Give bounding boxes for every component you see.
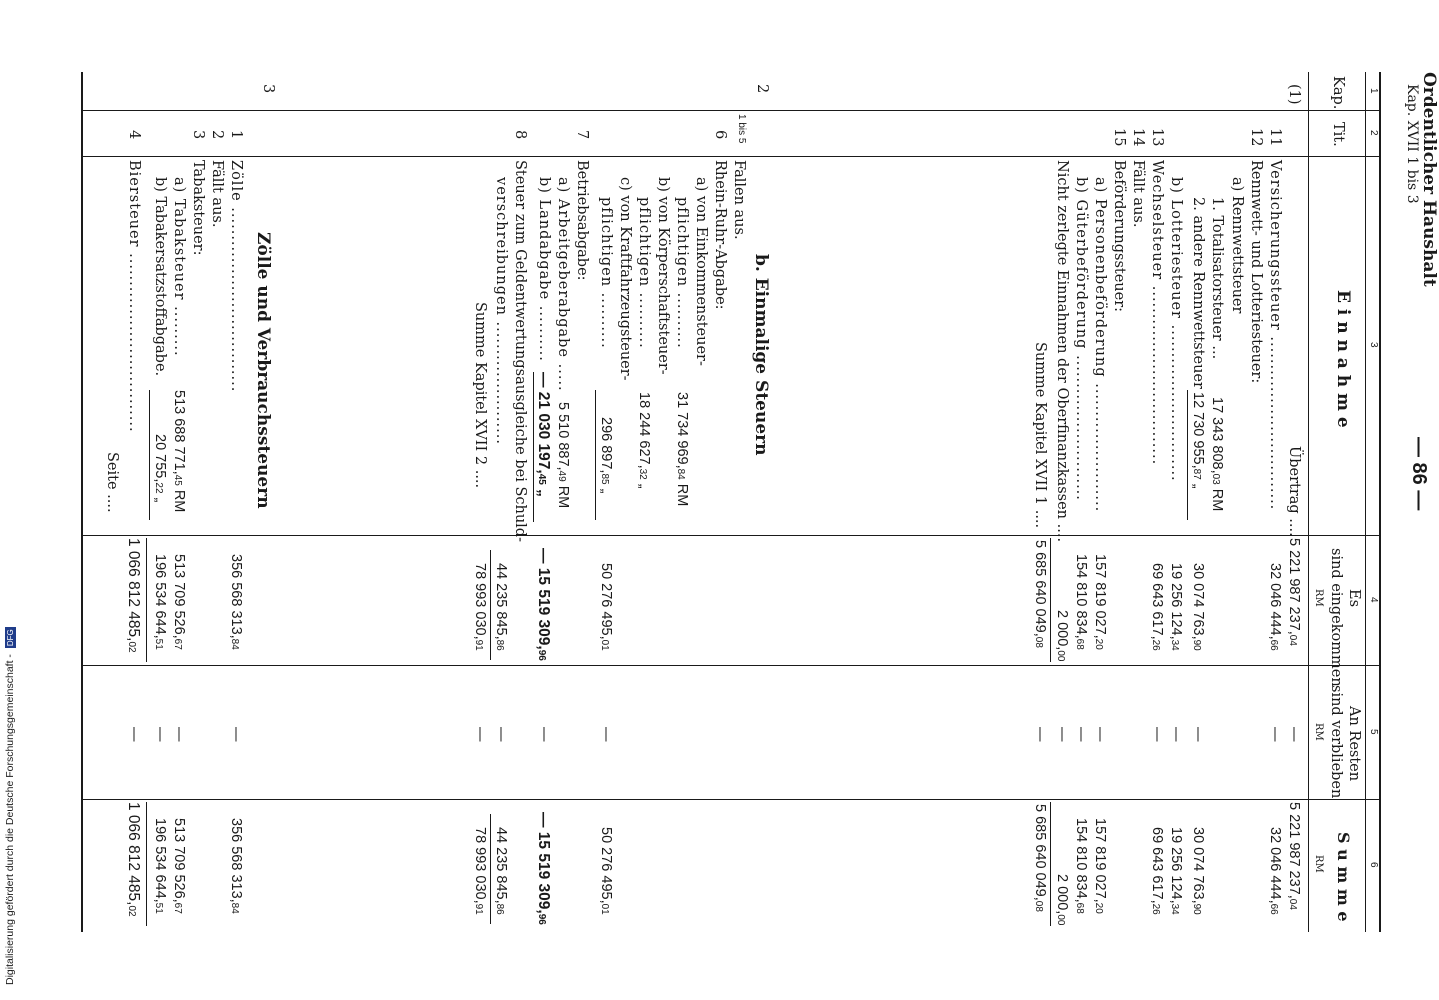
- t7-eing: — 15 519 309,96: [535, 548, 552, 661]
- t3-3-rest: —: [171, 727, 187, 742]
- kap-3: 3: [260, 84, 276, 94]
- col-header-rest-2: sind verblieben: [1328, 685, 1344, 799]
- sum2-label: Summe Kapitel XVII 2 ....: [472, 302, 488, 489]
- t8-sum: 44 235 845,86: [493, 827, 509, 915]
- r12b-sum: 19 256 124,34: [1168, 827, 1184, 915]
- tit-1bis5: 1 bis 5: [736, 114, 747, 144]
- rnz-label: Nicht zerlegte Einnahmen der Oberfinanzkassen ....: [1054, 160, 1070, 543]
- r13-label: Wechselsteuer ................................: [1149, 160, 1165, 466]
- uebertrag-label: Übertrag ....: [1286, 446, 1302, 537]
- tit-3-3: 3: [190, 130, 206, 140]
- t6c-amount: 296 897,85 „: [598, 417, 614, 494]
- r11-eing: 32 046 444,66: [1267, 563, 1283, 651]
- t3-3a-amount: 513 688 771,45 RM: [171, 390, 187, 513]
- t3-3-eing: 513 709 526,67: [171, 554, 187, 650]
- t7-label: Betriebsabgabe:: [574, 160, 590, 281]
- column-number-rule: [1365, 72, 1366, 932]
- t15-label: Fallen aus.: [731, 160, 747, 240]
- col-header-eing-1: Es: [1346, 589, 1362, 608]
- r12a-label: a) Rennwettsteuer: [1229, 177, 1245, 314]
- t3-3-label: Tabaksteuer:: [190, 160, 206, 256]
- col-header-kap: Kap.: [1330, 76, 1346, 110]
- r12a2-amount: 12 730 955,87 „: [1190, 392, 1206, 489]
- sum2-eing: 78 993 030,91: [472, 563, 488, 651]
- tit-3-4: 4: [126, 130, 142, 140]
- t3-1-sum: 356 568 313,84: [228, 818, 244, 914]
- seite-eing: 1 066 812 485,02: [125, 538, 142, 653]
- r13-eing: 69 643 617,26: [1149, 563, 1165, 651]
- tit-7: 7: [574, 130, 590, 140]
- seite-rule-eing: [146, 538, 147, 662]
- sum1-rule-sum: [1050, 802, 1051, 926]
- sum2-rest: —: [472, 727, 488, 742]
- unit-summe: RM: [1313, 855, 1324, 873]
- rnz-eing: 2 000,00: [1054, 610, 1070, 662]
- col-divider-eing: [81, 665, 1381, 666]
- chapter-range: Kap. XVII 1 bis 3: [1404, 84, 1420, 204]
- r12-label: Rennwett- und Lotteriesteuer:: [1248, 160, 1264, 384]
- uebertrag-sum: 5 221 987 237,04: [1286, 802, 1302, 910]
- t3-4-label: Biersteuer ................................: [126, 160, 142, 433]
- seite-sum: 1 066 812 485,02: [125, 802, 142, 917]
- r11-label: Versicherungssteuer ...............................: [1267, 160, 1283, 511]
- t6c-label-1: c) von Kraftfahrzeugsteuer-: [617, 177, 633, 381]
- sum1-sum: 5 685 640 049,08: [1032, 804, 1048, 912]
- t7a-amount: 5 510 887,49 RM: [555, 402, 571, 509]
- r15a-rest: —: [1092, 727, 1108, 742]
- sum2-rule-eing: [490, 550, 491, 660]
- r15b-eing: 154 810 834,68: [1073, 554, 1089, 650]
- sum2-sum: 78 993 030,91: [472, 827, 488, 915]
- t3-1-rest: —: [228, 727, 244, 742]
- tit-3-1: 1: [228, 130, 244, 140]
- underline-t6: [595, 390, 596, 520]
- underline-t3: [149, 390, 150, 520]
- r15-label: Beförderungssteuer:: [1111, 160, 1127, 313]
- tit-13: 13: [1149, 128, 1165, 147]
- t3-3b-label: b) Tabakersatzstoffabgabe.: [152, 177, 168, 377]
- r12a-eing: 30 074 763,90: [1190, 563, 1206, 651]
- t6b-label-1: b) von Körperschaftsteuer-: [655, 177, 671, 375]
- tit-3-2: 2: [209, 130, 225, 140]
- r12b-eing: 19 256 124,34: [1168, 563, 1184, 651]
- r15b-rest: —: [1073, 727, 1089, 742]
- r11-sum: 32 046 444,66: [1267, 827, 1283, 915]
- rnz-sum: 2 000,00: [1054, 874, 1070, 926]
- t7b-amount: — 21 030 197,45 „: [535, 372, 552, 497]
- t6a-label-1: a) von Einkommensteuer-: [693, 177, 709, 366]
- kap-1: (1): [1286, 84, 1302, 105]
- r12b-rest: —: [1168, 727, 1184, 742]
- col-header-tit: Tit.: [1330, 122, 1346, 147]
- t7a-label: a) Arbeitgeberabgabe .....: [555, 177, 571, 392]
- unit-eing: RM: [1313, 589, 1324, 607]
- sum1-rule-eing: [1050, 538, 1051, 662]
- t3-4-eing: 196 534 644,51: [152, 554, 168, 650]
- t3-4-sum: 196 534 644,51: [152, 818, 168, 914]
- kap-2: 2: [754, 84, 770, 94]
- t7-rest: —: [536, 727, 552, 742]
- r12a-sum: 30 074 763,90: [1190, 827, 1206, 915]
- t8-rest: —: [493, 727, 509, 742]
- t6c-label-2: pflichtigen ..........: [598, 197, 614, 349]
- underline-t7: [533, 372, 534, 522]
- t6a-amount: 31 734 969,84 RM: [674, 392, 690, 507]
- t6-rest: —: [598, 727, 614, 742]
- t3-3a-label: a) Tabaksteuer .........: [171, 177, 187, 357]
- t8-label-1: Steuer zum Geldentwertungsausgleiche bei Schuld-: [512, 160, 528, 542]
- sum1-eing: 5 685 640 049,08: [1032, 540, 1048, 648]
- col-divider-tit: [81, 156, 1381, 157]
- tit-11: 11: [1267, 128, 1283, 147]
- t7b-label: b) Landabgabe ..........: [536, 177, 552, 362]
- r12b-label: b) Lotteriesteuer ............................: [1168, 177, 1184, 482]
- t3-4-rest: —: [152, 727, 168, 742]
- t3-1-label: Zölle .................................: [228, 160, 244, 393]
- col-number-1: 1: [1368, 88, 1379, 94]
- r11-rest: —: [1267, 727, 1283, 742]
- r15b-sum: 154 810 834,68: [1073, 818, 1089, 914]
- t3-1-eing: 356 568 313,84: [228, 554, 244, 650]
- t6a-label-2: pflichtigen ..........: [674, 197, 690, 349]
- col-number-4: 4: [1368, 597, 1379, 603]
- tit-12: 12: [1248, 128, 1264, 147]
- r15a-sum: 157 819 027,20: [1092, 818, 1108, 914]
- col-divider-text: [81, 535, 1381, 536]
- digitization-credit: [4, 627, 16, 985]
- col-divider-rest: [81, 799, 1381, 800]
- r15a-label: a) Personenbeförderung .......................: [1092, 177, 1108, 513]
- sum2-rule-sum: [490, 814, 491, 924]
- underline-12a: [1187, 390, 1188, 520]
- t3-3-sum: 513 709 526,67: [171, 818, 187, 914]
- unit-rest: RM: [1313, 723, 1324, 741]
- rotated-document: [81, 72, 1439, 932]
- col-divider-kap: [81, 110, 1381, 111]
- tit-14: 14: [1130, 128, 1146, 147]
- r12a1-amount: 17 343 808,03 RM: [1209, 397, 1225, 512]
- section-c-heading: Zölle und Verbrauchssteuern: [253, 232, 273, 509]
- page-number: — 86 —: [1408, 437, 1430, 511]
- t8-eing: 44 235 845,86: [493, 563, 509, 651]
- col-header-eing-2: sind eingekommen: [1328, 548, 1344, 687]
- running-title: Ordentlicher Haushalt: [1419, 72, 1439, 287]
- dfg-logo: DFG: [6, 629, 15, 647]
- r15a-eing: 157 819 027,20: [1092, 554, 1108, 650]
- r14-label: Fällt aus.: [1130, 160, 1146, 228]
- t6-sum: 50 276 495,01: [598, 827, 614, 915]
- r12a2-label: 2. andere Rennwettsteuer: [1190, 197, 1206, 389]
- r13-sum: 69 643 617,26: [1149, 827, 1165, 915]
- t6b-label-2: pflichtigen ..........: [636, 197, 652, 349]
- header-bottom-rule: [1308, 72, 1309, 932]
- col-header-einnahme: E i n n a h m e: [1333, 290, 1353, 428]
- digitization-credit-text: Digitalisierung gefördert durch die Deutsche Forschungsgemeinschaft -: [4, 654, 16, 985]
- t6-label: Rhein-Ruhr-Abgabe:: [712, 160, 728, 310]
- r12a1-label: 1. Totalisatorsteuer ...: [1209, 197, 1225, 360]
- tit-15: 15: [1111, 128, 1127, 147]
- table-top-rule: [1379, 72, 1381, 932]
- table-bottom-rule: [81, 72, 83, 932]
- rnz-rest: —: [1054, 727, 1070, 742]
- seite-rule-sum: [146, 802, 147, 926]
- t7-sum: — 15 519 309,96: [535, 812, 552, 925]
- col-number-5: 5: [1368, 729, 1379, 735]
- col-number-3: 3: [1368, 342, 1379, 348]
- seite-label: Seite ....: [104, 452, 120, 513]
- tit-6: 6: [712, 130, 728, 140]
- t3-2-label: Fällt aus.: [209, 160, 225, 228]
- sum1-label: Summe Kapitel XVII 1 ....: [1032, 342, 1048, 529]
- r13-rest: —: [1149, 727, 1165, 742]
- col-number-2: 2: [1368, 130, 1379, 136]
- r15b-label: b) Güterbeförderung ..........................: [1073, 177, 1089, 501]
- section-b-heading: b. Einmalige Steuern: [751, 254, 771, 456]
- sum1-rest: —: [1032, 727, 1048, 742]
- tit-8: 8: [512, 130, 528, 140]
- t3-3b-amount: 20 755,22 „: [152, 434, 168, 503]
- seite-rest: —: [126, 727, 142, 742]
- col-header-summe: S u m m e: [1334, 832, 1353, 922]
- t8-label-2: verschreibungen ......................: [493, 177, 509, 445]
- r12a-rest: —: [1190, 727, 1206, 742]
- t6b-amount: 18 244 627,32 „: [636, 392, 652, 489]
- uebertrag-rest: —: [1286, 727, 1302, 742]
- t6-eing: 50 276 495,01: [598, 563, 614, 651]
- col-number-6: 6: [1368, 862, 1379, 868]
- col-header-rest-1: An Resten: [1346, 706, 1362, 782]
- uebertrag-eing: 5 221 987 237,04: [1286, 538, 1302, 646]
